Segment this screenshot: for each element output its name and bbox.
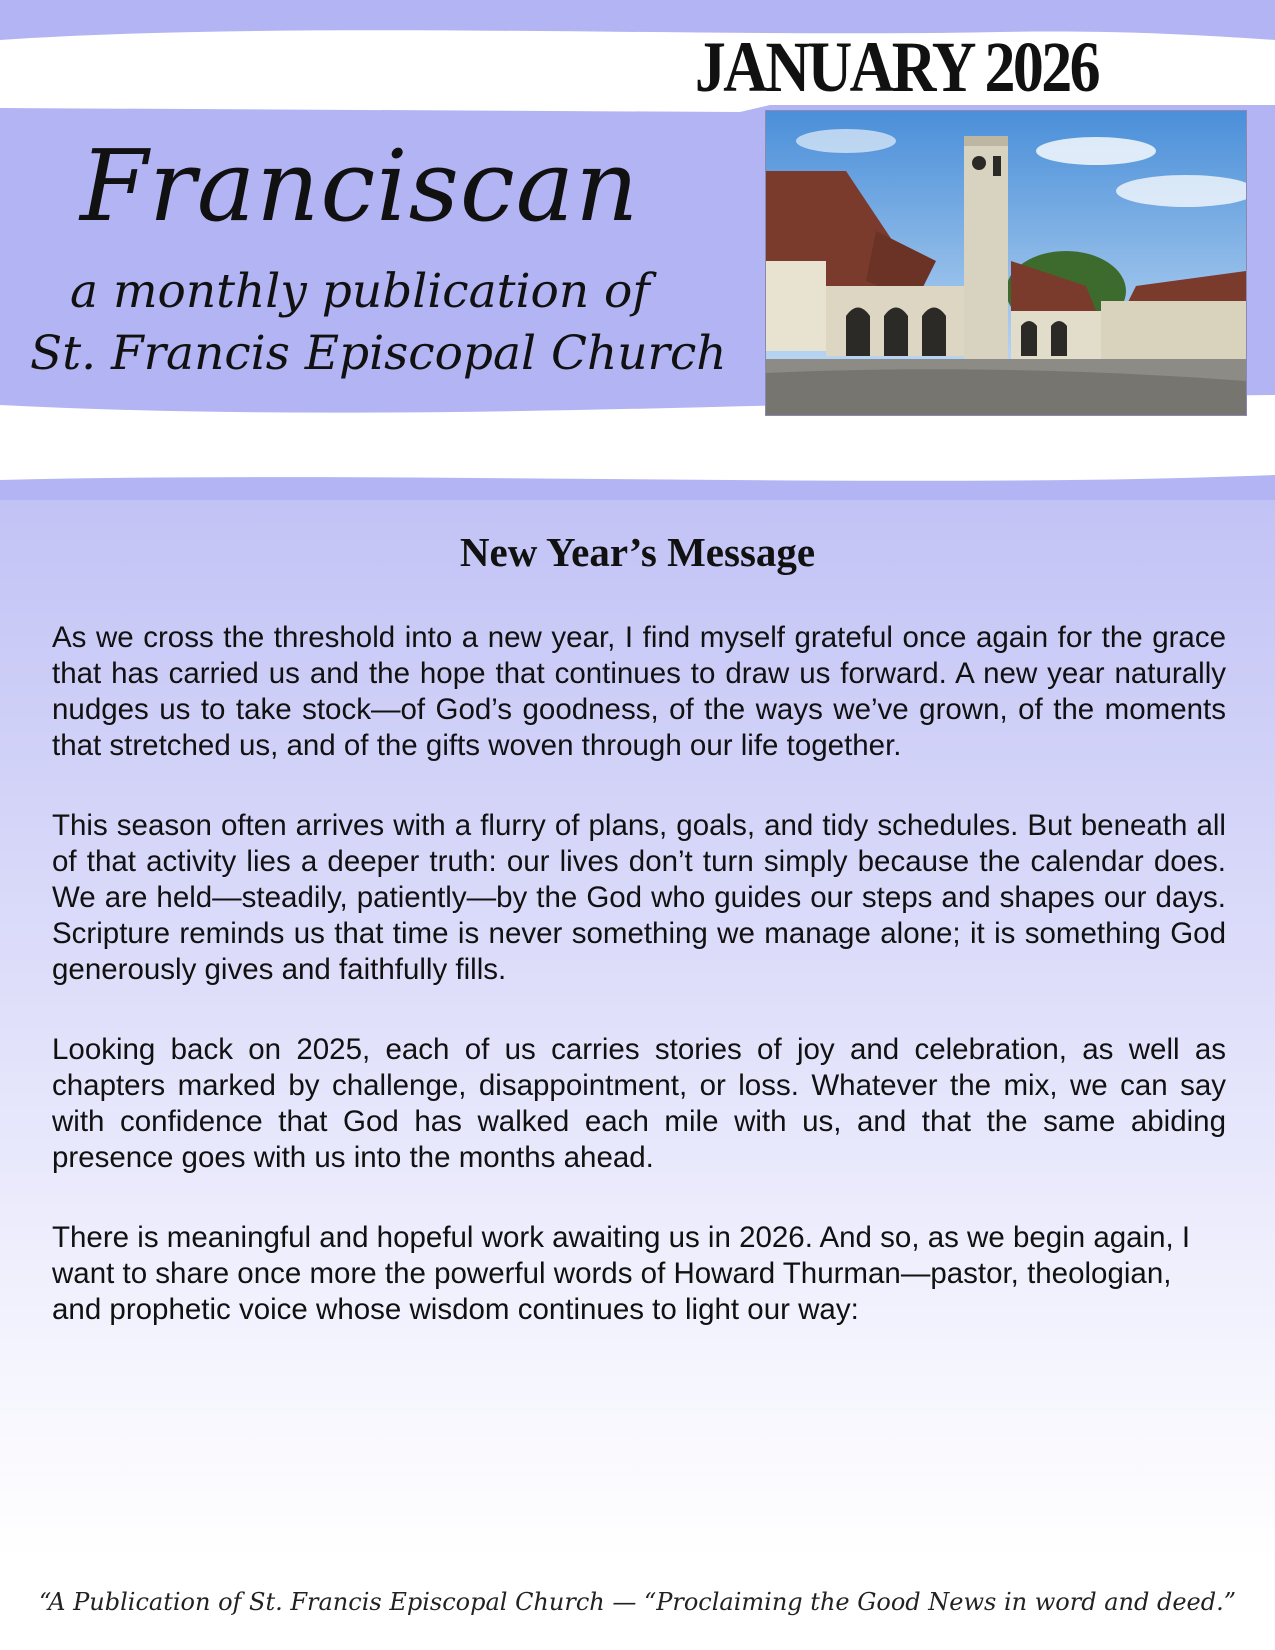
article-paragraph-3: Looking back on 2025, each of us carries stories of joy and celebration, as well as chapters marked by challenge, disappointment, or loss. Whatever the mix, we can say with confidence that God has walked each mile with us, and that the same abiding presence goes with us into the months ahead. xyxy=(52,1033,1226,1174)
article-heading: New Year’s Message xyxy=(459,529,816,575)
newsletter-title: Franciscan xyxy=(80,130,640,244)
church-photo xyxy=(765,110,1247,416)
issue-month: JANUARY 2026 xyxy=(694,27,1098,107)
article-paragraph-2: This season often arrives with a flurry of plans, goals, and tidy schedules. But beneath all of that activity lies a deeper truth: our lives don’t turn simply because the calendar does. We are held—steadily, patiently—by the God who guides our steps and shapes our days. Scripture reminds us that time is never something we manage alone; it is something God generously gives and faithfully fills. xyxy=(52,809,1226,986)
footer-tagline: “A Publication of St. Francis Episcopal Church — “Proclaiming the Good News in word and deed.” xyxy=(39,1588,1236,1616)
article-paragraph-4: There is meaningful and hopeful work awaiting us in 2026. And so, as we begin again, I want to share once more the powerful words of Howard Thurman—pastor, theologian, and prophetic voice whose wisdom continues to light our way: xyxy=(52,1221,1191,1326)
article-paragraph-1: As we cross the threshold into a new year, I find myself grateful once again for the grace that has carried us and the hope that continues to draw us forward. A new year naturally nudges us to take stock—of God’s goodness, of the ways we’ve grown, of the moments that stretched us, and of the gifts woven through our life together. xyxy=(52,621,1226,762)
newsletter-subtitle-line1: a monthly publication of xyxy=(70,264,650,319)
church-building-icon xyxy=(766,111,1246,415)
newsletter-subtitle-line2: St. Francis Episcopal Church xyxy=(30,326,727,381)
article-body xyxy=(52,620,1226,1372)
